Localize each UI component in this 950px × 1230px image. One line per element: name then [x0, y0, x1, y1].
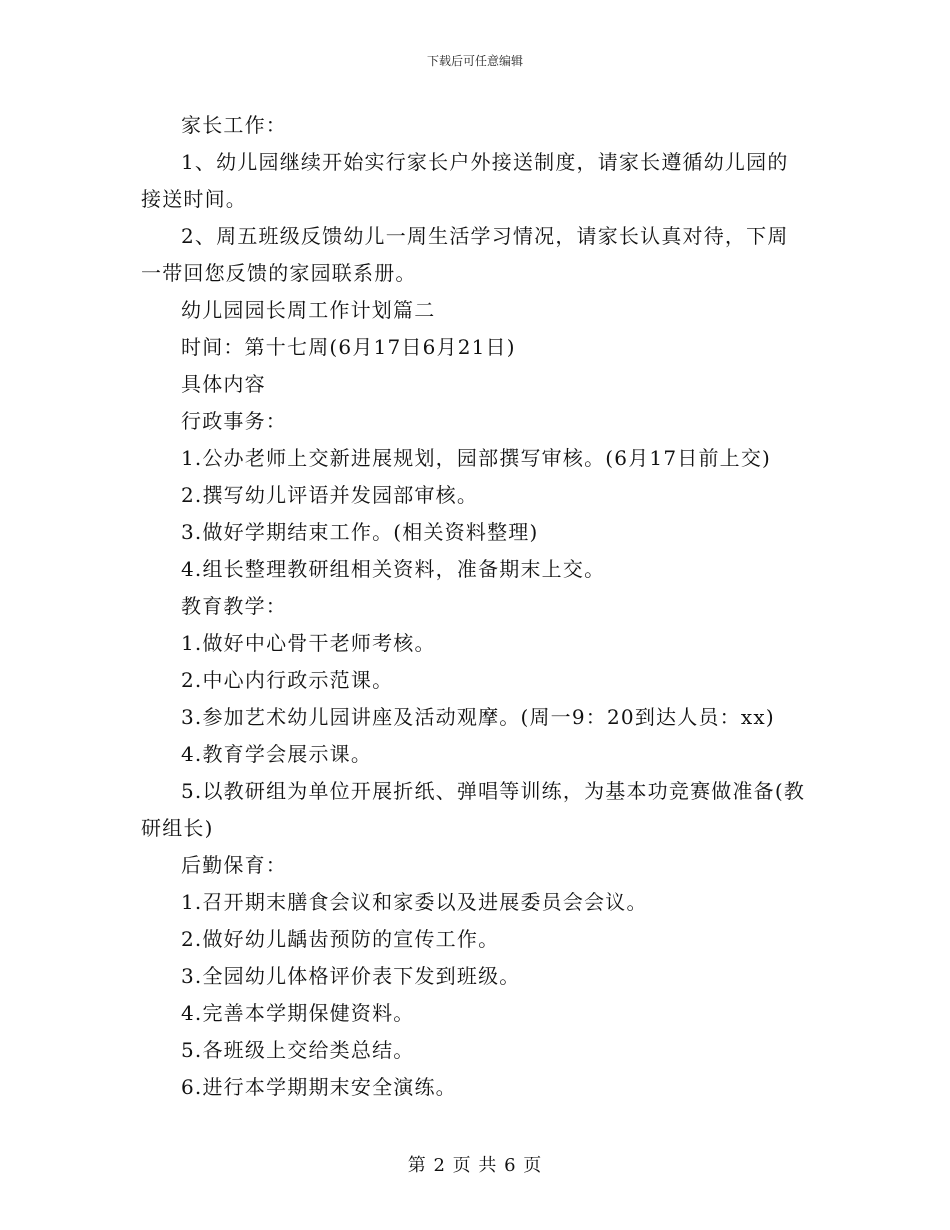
paragraph-logistics-item-1: 1.召开期末膳食会议和家委以及进展委员会会议。: [181, 890, 648, 914]
paragraph-parent-work-heading: 家长工作：: [181, 113, 287, 137]
page-header-note: 下载后可任意编辑: [426, 54, 523, 68]
paragraph-logistics-item-2: 2.做好幼儿龋齿预防的宣传工作。: [181, 927, 500, 951]
paragraph-section-title: 幼儿园园长周工作计划篇二: [181, 298, 436, 322]
paragraph-teaching-heading: 教育教学：: [181, 594, 287, 618]
paragraph-parent-item-2: 2、周五班级反馈幼儿一周生活学习情况，请家长认真对待，下周一带回您反馈的家园联系册。: [141, 224, 789, 285]
paragraph-logistics-item-6: 6.进行本学期期末安全演练。: [181, 1075, 457, 1099]
paragraph-admin-item-1: 1.公办老师上交新进展规划，园部撰写审核。(6月17日前上交): [181, 446, 772, 470]
document-body: [141, 107, 809, 1106]
paragraph-admin-item-4: 4.组长整理教研组相关资料，准备期末上交。: [181, 557, 606, 581]
paragraph-time: 时间：第十七周(6月17日6月21日): [181, 335, 516, 359]
paragraph-logistics-item-4: 4.完善本学期保健资料。: [181, 1001, 415, 1025]
paragraph-admin-item-2: 2.撰写幼儿评语并发园部审核。: [181, 483, 479, 507]
paragraph-teaching-item-4: 4.教育学会展示课。: [181, 742, 373, 766]
paragraph-teaching-item-3: 3.参加艺术幼儿园讲座及活动观摩。(周一9：20到达人员：xx): [181, 705, 775, 729]
paragraph-details-heading: 具体内容: [181, 372, 266, 396]
paragraph-logistics-heading: 后勤保育：: [181, 853, 287, 877]
paragraph-admin-heading: 行政事务：: [181, 409, 287, 433]
paragraph-admin-item-3: 3.做好学期结束工作。(相关资料整理): [181, 520, 539, 544]
paragraph-logistics-item-5: 5.各班级上交给类总结。: [181, 1038, 415, 1062]
paragraph-logistics-item-3: 3.全园幼儿体格评价表下发到班级。: [181, 964, 521, 988]
page-footer: 第 2 页 共 6 页: [407, 1155, 543, 1176]
paragraph-parent-item-1: 1、幼儿园继续开始实行家长户外接送制度，请家长遵循幼儿园的接送时间。: [141, 150, 789, 211]
paragraph-teaching-item-2: 2.中心内行政示范课。: [181, 668, 394, 692]
paragraph-teaching-item-1: 1.做好中心骨干老师考核。: [181, 631, 436, 655]
paragraph-teaching-item-5: 5.以教研组为单位开展折纸、弹唱等训练，为基本功竞赛做准备(教研组长): [141, 779, 806, 840]
